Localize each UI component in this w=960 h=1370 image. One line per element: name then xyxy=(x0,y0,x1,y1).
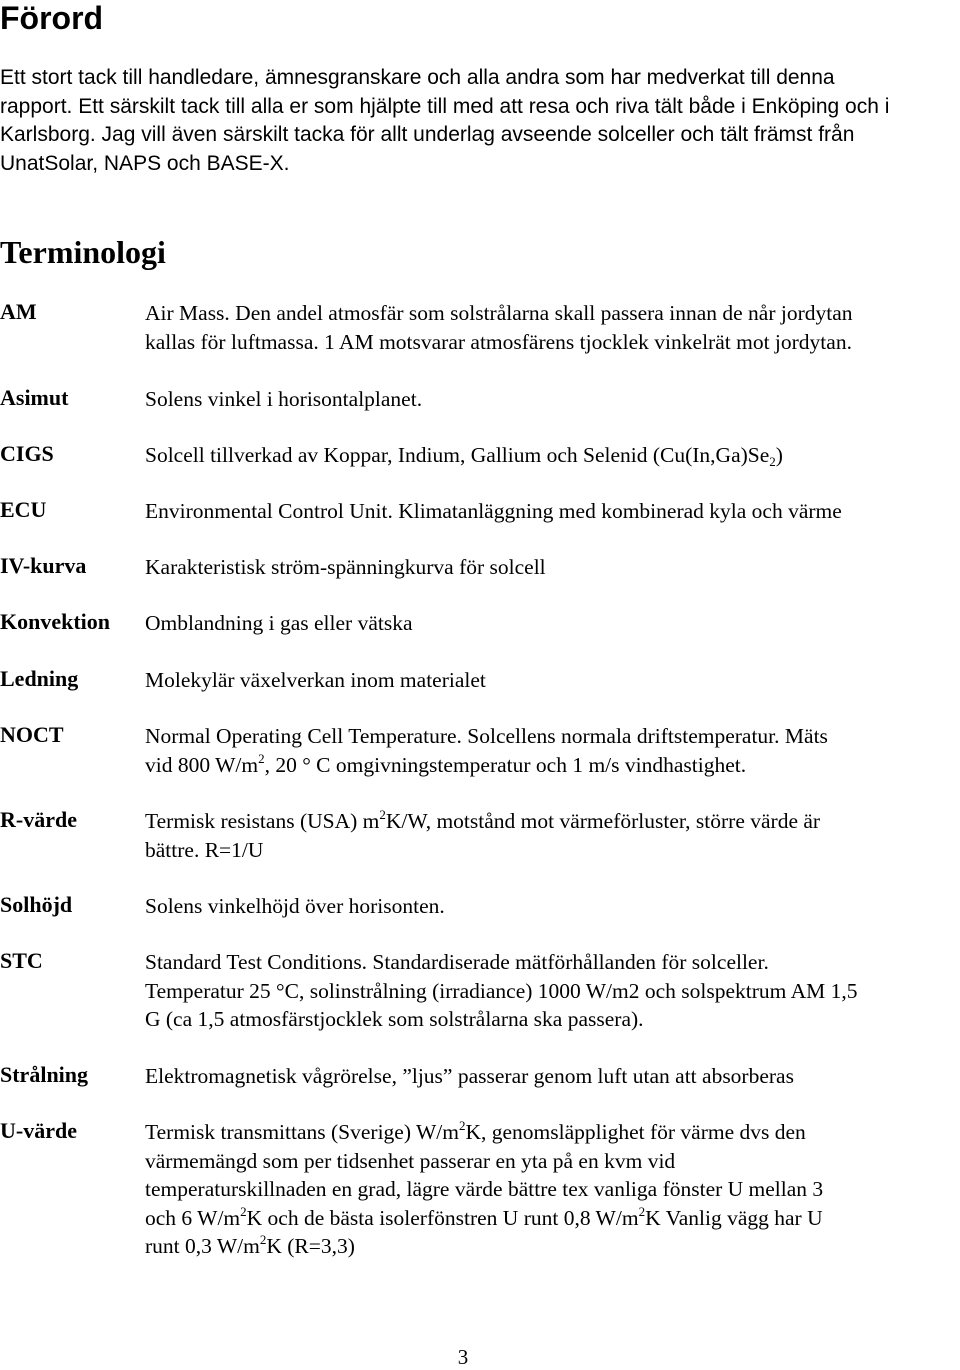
superscript: 2 xyxy=(259,1232,267,1247)
definition-iv-kurva xyxy=(145,553,960,582)
definition-line xyxy=(145,1118,960,1147)
definition-line: Omblandning i gas eller vätska xyxy=(145,611,413,635)
definition-ledning xyxy=(145,666,960,695)
term-am: AM xyxy=(0,299,37,324)
superscript: 2 xyxy=(379,807,386,822)
definition-line xyxy=(145,441,960,470)
foreword-heading: Förord xyxy=(0,0,104,36)
term-u-varde: U-värde xyxy=(0,1118,77,1143)
foreword-paragraph xyxy=(0,64,960,178)
term-konvektion: Konvektion xyxy=(0,609,111,634)
definition-konvektion xyxy=(145,609,960,638)
term-iv-kurva: IV-kurva xyxy=(0,553,87,578)
definition-text: vid 800 W/m xyxy=(145,752,259,777)
definition-r-varde xyxy=(145,807,960,864)
term-asimut: Asimut xyxy=(0,385,69,410)
definition-text: K Vanlig vägg har U xyxy=(645,1205,823,1230)
definition-ecu xyxy=(145,497,960,526)
definition-text: runt 0,3 W/m xyxy=(145,1234,260,1258)
definition-line: Karakteristisk ström-spänningkurva för solcell xyxy=(145,555,546,579)
definition-text: K och de bästa isolerfönstren U runt 0,8 W/m xyxy=(246,1205,639,1230)
term-cigs: CIGS xyxy=(0,441,54,466)
subscript: 2 xyxy=(769,454,776,469)
definition-text: Termisk transmittans (Sverige) W/m xyxy=(145,1120,459,1144)
definition-stralning xyxy=(145,1062,960,1091)
terminology-heading: Terminologi xyxy=(0,234,166,270)
foreword-line: UnatSolar, NAPS och BASE-X. xyxy=(0,151,290,175)
definition-line: temperaturskillnaden en grad, lägre värde bättre tex vanliga fönster U mellan 3 xyxy=(145,1177,824,1201)
definition-line xyxy=(145,751,960,780)
definition-line: Elektromagnetisk vågrörelse, ”ljus” passerar genom luft utan att absorberas xyxy=(145,1064,794,1088)
term-stralning: Strålning xyxy=(0,1062,89,1087)
definition-text: K (R=3,3) xyxy=(266,1234,355,1258)
definition-line: värmemängd som per tidsenhet passerar en yta på en kvm vid xyxy=(145,1148,676,1173)
definition-line: Environmental Control Unit. Klimatanläggning med kombinerad kyla och värme xyxy=(145,499,842,523)
term-stc: STC xyxy=(0,948,43,973)
definition-line: kallas för luftmassa. 1 AM motsvarar atmosfärens tjocklek vinkelrät mot jordytan. xyxy=(145,329,852,354)
definition-noct xyxy=(145,722,960,779)
definition-stc xyxy=(145,948,960,1034)
foreword-line: Karlsborg. Jag vill även särskilt tacka för allt underlag avseende solceller och tält främst från xyxy=(0,123,855,146)
term-ledning: Ledning xyxy=(0,666,79,691)
superscript: 2 xyxy=(240,1203,247,1219)
term-solhojd: Solhöjd xyxy=(0,892,73,917)
definition-text: ) xyxy=(775,443,783,467)
definition-line: Solens vinkelhöjd över horisonten. xyxy=(145,894,445,918)
term-r-varde: R-värde xyxy=(0,807,77,832)
foreword-line: Ett stort tack till handledare, ämnesgranskare och alla andra som har medverkat till denna xyxy=(0,66,835,89)
definition-line: Temperatur 25 °C, solinstrålning (irradiance) 1000 W/m2 och solspektrum AM 1,5 xyxy=(145,978,858,1003)
definition-text: K/W, motstånd mot värmeförluster, större värde är xyxy=(385,809,821,833)
definition-line: Molekylär växelverkan inom materialet xyxy=(145,668,486,692)
term-noct: NOCT xyxy=(0,722,64,747)
superscript: 2 xyxy=(638,1203,646,1219)
definition-cigs xyxy=(145,441,960,470)
definition-line xyxy=(145,1232,960,1261)
definition-text: K, genomsläpplighet för värme dvs den xyxy=(465,1120,806,1144)
superscript: 2 xyxy=(258,750,265,766)
definition-text: och 6 W/m xyxy=(145,1205,241,1230)
definition-u-varde xyxy=(145,1118,960,1261)
foreword-line: rapport. Ett särskilt tack till alla er som hjälpte till med att resa och riva tält både i Enköping och i xyxy=(0,94,890,118)
definition-solhojd xyxy=(145,892,960,921)
definition-am xyxy=(145,299,960,356)
definition-text: Termisk resistans (USA) m xyxy=(145,809,380,833)
definition-line xyxy=(145,1204,960,1233)
page-number: 3 xyxy=(457,1345,469,1369)
definition-line: Air Mass. Den andel atmosfär som solstrålarna skall passera innan de når jordytan xyxy=(145,301,853,325)
definition-line xyxy=(145,807,960,836)
definition-line: bättre. R=1/U xyxy=(145,837,264,862)
definition-line: Standard Test Conditions. Standardiserade mätförhållanden för solceller. xyxy=(145,950,769,974)
superscript: 2 xyxy=(458,1118,466,1133)
term-ecu: ECU xyxy=(0,497,47,522)
definition-text: Solcell tillverkad av Koppar, Indium, Gallium och Selenid (Cu(In,Ga)Se xyxy=(145,443,770,467)
definition-asimut xyxy=(145,385,960,414)
definition-line: G (ca 1,5 atmosfärstjocklek som solstrålarna ska passera). xyxy=(145,1007,644,1031)
definition-text: , 20 ° C omgivningstemperatur och 1 m/s vindhastighet. xyxy=(264,752,747,777)
definition-line: Normal Operating Cell Temperature. Solcellens normala driftstemperatur. Mäts xyxy=(145,724,828,748)
definition-line: Solens vinkel i horisontalplanet. xyxy=(145,387,423,411)
